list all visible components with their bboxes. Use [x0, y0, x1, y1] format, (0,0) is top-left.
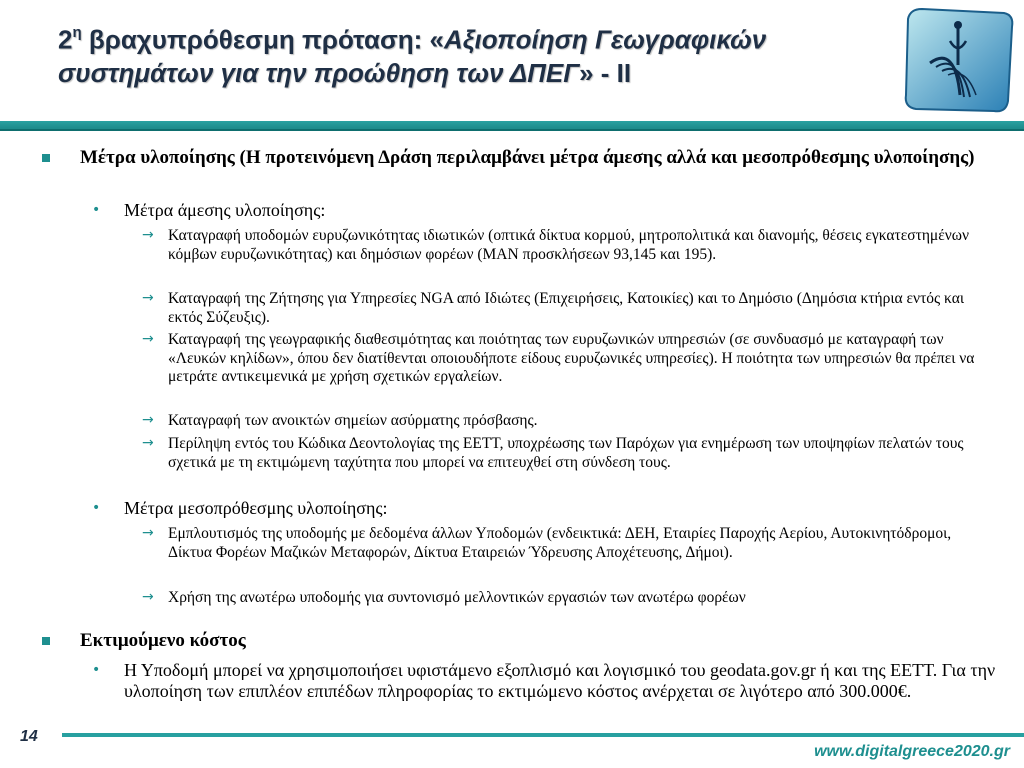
digital-greece-logo-icon	[900, 5, 1018, 117]
footer-url[interactable]: www.digitalgreece2020.gr	[814, 743, 1010, 760]
bullet-dot-icon: •	[92, 500, 101, 516]
bullet-dot-icon: •	[92, 202, 101, 218]
bullet-dot-icon: •	[92, 662, 101, 678]
arrow-icon: →	[142, 525, 154, 541]
arrow-icon: →	[142, 227, 154, 243]
subsection-label: Η Υποδομή μπορεί να χρησιμοποιήσει υφιστάμενο εξοπλισμό και λογισμικό του geodata.gov.gr ή και της ΕΕΤΤ. Για την υλοποίηση των επιπλέον επιπέδων πληροφορίας το εκτιμώμενο κόστος ανέρχεται σε λιγότερο από 300.000€.	[124, 660, 996, 701]
subsection-label: Μέτρα μεσοπρόθεσμης υλοποίησης:	[124, 498, 388, 518]
section-bullet	[42, 637, 50, 645]
title-prefix: βραχυπρόθεσμη πρόταση: «	[81, 24, 444, 55]
footer-divider	[62, 733, 1024, 737]
section-bullet	[42, 154, 50, 162]
arrow-icon: →	[142, 589, 154, 605]
subsection-label: Μέτρα άμεσης υλοποίησης:	[124, 200, 326, 220]
section-heading: Μέτρα υλοποίησης (Η προτεινόμενη Δράση περιλαμβάνει μέτρα άμεσης αλλά και μεσοπρόθεσμης υλοποίησης)	[80, 147, 975, 168]
arrow-icon: →	[142, 412, 154, 428]
title-italic: Αξιοποίηση Γεωγραφικών συστημάτων για την προώθηση των ΔΠΕΓ	[58, 24, 767, 88]
list-item: Χρήση της ανωτέρω υποδομής για συντονισμό μελλοντικών εργασιών των ανωτέρω φορέων	[168, 589, 746, 606]
arrow-icon: →	[142, 435, 154, 451]
list-item: Περίληψη εντός του Κώδικα Δεοντολογίας της ΕΕΤΤ, υποχρέωσης των Παρόχων για ενημέρωση των υποψηφίων πελατών τους σχετικά με τη εκτιμώμενη ταχύτητα που μπορεί να επιτευχθεί στη σύνδεση τους.	[168, 435, 964, 471]
list-item: Καταγραφή της γεωγραφικής διαθεσιμότητας και ποιότητας των ευρυζωνικών υπηρεσιών (σε συνδυασμό με καταγραφή των «Λευκών κηλίδων», όπου δεν διατίθενται οποιουδήποτε είδους ευρυζωνικές υπηρεσίες). Η ποιότητα των υπηρεσιών θα πρέπει να μετράτε αντικειμενικά με χρήση σχετικών εργαλείων.	[168, 331, 975, 385]
list-item: Καταγραφή της Ζήτησης για Υπηρεσίες NGA από Ιδιώτες (Επιχειρήσεις, Κατοικίες) και το Δημόσιο (Δημόσια κτήρια εντός και εκτός Σύζευξις).	[168, 290, 965, 326]
title-suffix: » - ΙΙ	[579, 57, 632, 88]
arrow-icon: →	[142, 290, 154, 306]
list-item: Καταγραφή των ανοικτών σημείων ασύρματης πρόσβασης.	[168, 412, 538, 429]
list-item: Εμπλουτισμός της υποδομής με δεδομένα άλλων Υποδομών (ενδεικτικά: ΔΕΗ, Εταιρίες Παροχής Αερίου, Αυτοκινητόδρομοι, Δίκτυα Φορέων Μαζικών Μεταφορών, Δίκτυα Εταιρειών Ύδρευσης Αποχέτευσης, Δήμοι).	[168, 525, 952, 561]
slide-number: 14	[20, 728, 38, 745]
slide-title	[58, 18, 848, 90]
list-item: Καταγραφή υποδομών ευρυζωνικότητας ιδιωτικών (οπτικά δίκτυα κορμού, μητροπολιτικά και διανομής, θέσεις εγκατεστημένων κόμβων ευρυζωνικότητας) και δημόσιων φορέων (ΜΑΝ προσκλήσεων 93,145 και 195).	[168, 227, 969, 263]
section-heading: Εκτιμούμενο κόστος	[80, 630, 246, 651]
arrow-icon: →	[142, 331, 154, 347]
title-superscript: η	[72, 24, 82, 41]
header-divider	[0, 121, 1024, 131]
title-number: 2	[58, 24, 73, 55]
